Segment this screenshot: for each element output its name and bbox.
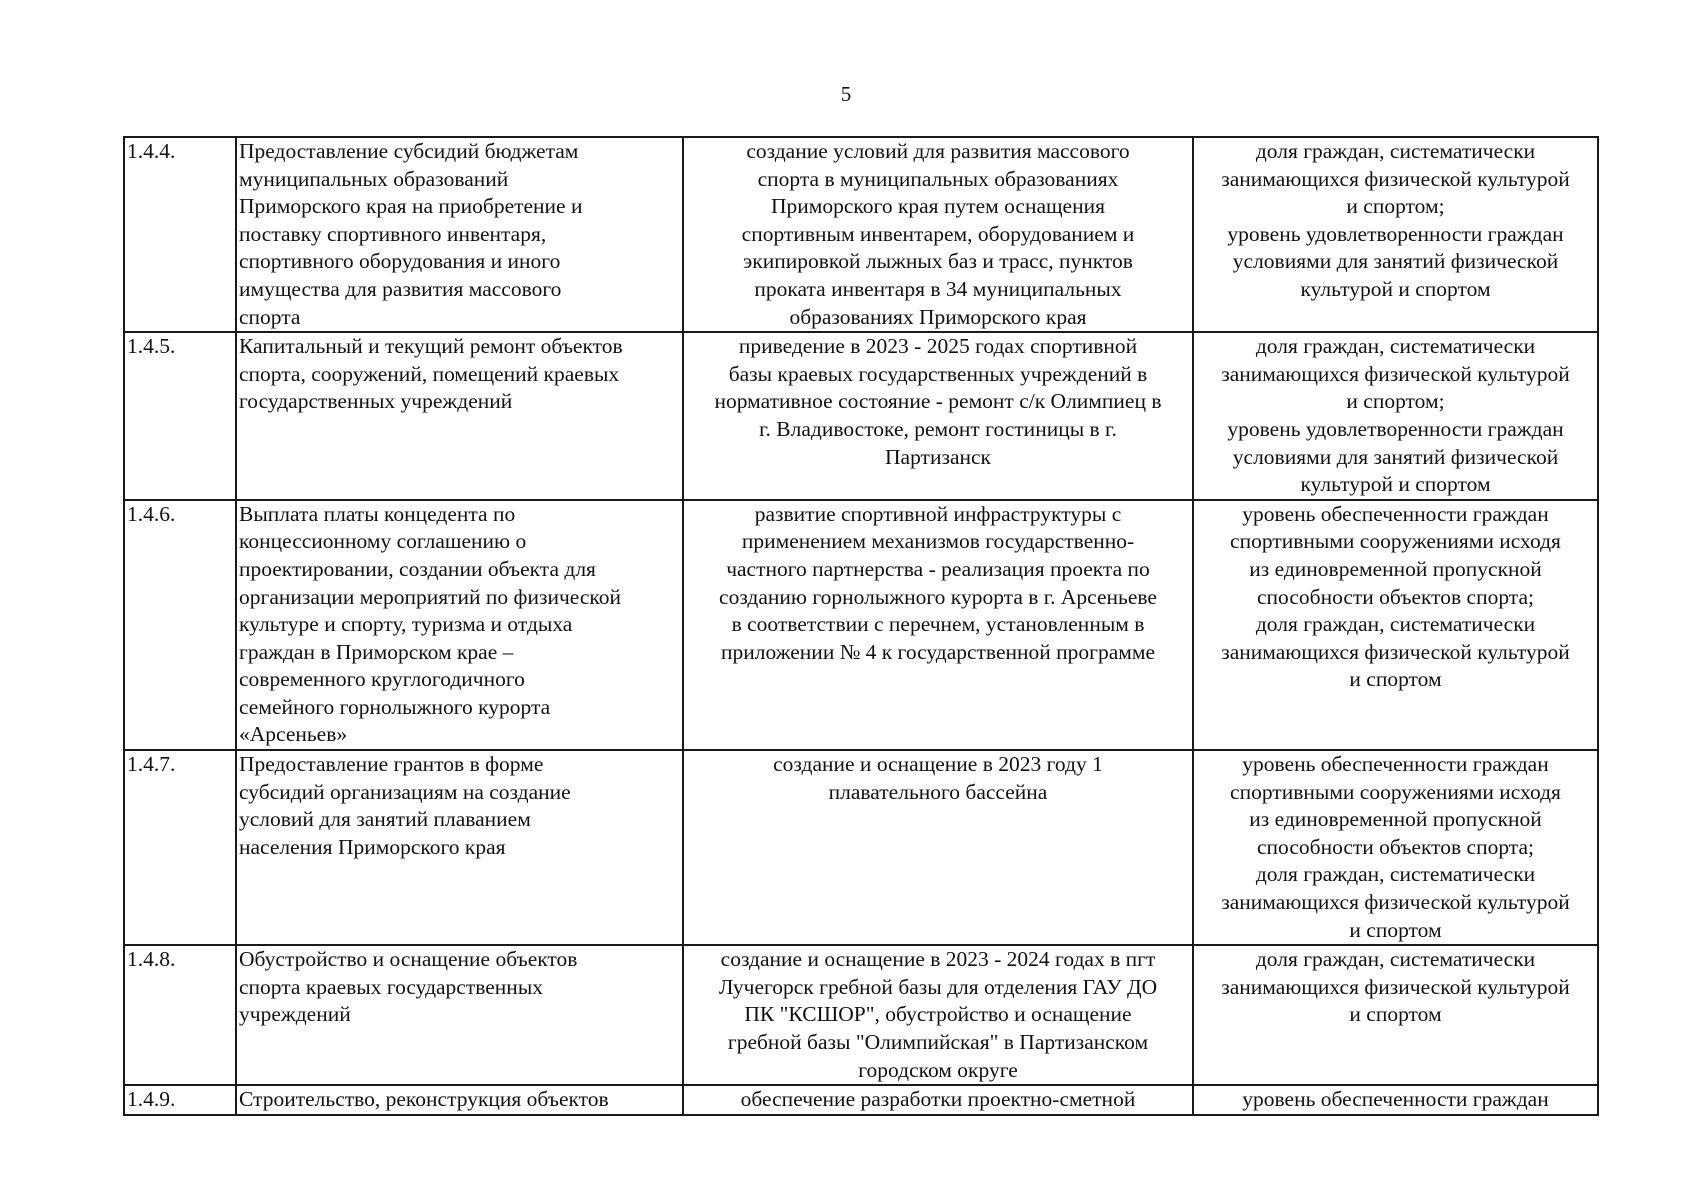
- table-row: [124, 945, 1598, 1085]
- row-number: 1.4.7.: [124, 750, 236, 945]
- expected-result: создание и оснащение в 2023 - 2024 годах в пгт Лучегорск гребной базы для отделения ГАУ ДО ПК "КСШОР", обустройство и оснащение гребной базы "Олимпийская" в Партизанском городском округе: [683, 945, 1193, 1085]
- indicator: уровень обеспеченности граждан спортивными сооружениями исходя из единовременной пропускной способности объектов спорта; доля граждан, систематически занимающихся физической культурой и спортом: [1193, 750, 1598, 945]
- row-number: 1.4.4.: [124, 137, 236, 332]
- table-row: [124, 137, 1598, 332]
- table-row: [124, 332, 1598, 500]
- row-number: 1.4.8.: [124, 945, 236, 1085]
- table-row: [124, 500, 1598, 750]
- indicator: доля граждан, систематически занимающихся физической культурой и спортом; уровень удовлетворенности граждан условиями для занятий физической культурой и спортом: [1193, 137, 1598, 332]
- expected-result: создание условий для развития массового спорта в муниципальных образованиях Приморского края путем оснащения спортивным инвентарем, оборудованием и экипировкой лыжных баз и трасс, пунктов проката инвентаря в 34 муниципальных образованиях Приморского края: [683, 137, 1193, 332]
- indicator: доля граждан, систематически занимающихся физической культурой и спортом; уровень удовлетворенности граждан условиями для занятий физической культурой и спортом: [1193, 332, 1598, 500]
- activity-name: Предоставление субсидий бюджетам муниципальных образований Приморского края на приобретение и поставку спортивного инвентаря, спортивного оборудования и иного имущества для развития массового спорта: [236, 137, 683, 332]
- row-number: 1.4.6.: [124, 500, 236, 750]
- activity-name: Предоставление грантов в форме субсидий организациям на создание условий для занятий плаванием населения Приморского края: [236, 750, 683, 945]
- expected-result: приведение в 2023 - 2025 годах спортивной базы краевых государственных учреждений в нормативное состояние - ремонт с/к Олимпиец в г. Владивостоке, ремонт гостиницы в г. Партизанск: [683, 332, 1193, 500]
- indicator: уровень обеспеченности граждан спортивными сооружениями исходя из единовременной пропускной способности объектов спорта; доля граждан, систематически занимающихся физической культурой и спортом: [1193, 500, 1598, 750]
- expected-result: создание и оснащение в 2023 году 1 плавательного бассейна: [683, 750, 1193, 945]
- indicator: доля граждан, систематически занимающихся физической культурой и спортом: [1193, 945, 1598, 1085]
- expected-result: развитие спортивной инфраструктуры с применением механизмов государственно- частного партнерства - реализация проекта по созданию горнолыжного курорта в г. Арсеньеве в соответствии с перечнем, установленным в приложении № 4 к государственной программе: [683, 500, 1193, 750]
- page-number: 5: [840, 82, 852, 106]
- activity-name: Капитальный и текущий ремонт объектов спорта, сооружений, помещений краевых государственных учреждений: [236, 332, 683, 500]
- row-number: 1.4.9.: [124, 1085, 236, 1115]
- activity-name: Строительство, реконструкция объектов: [236, 1085, 683, 1115]
- activity-name: Обустройство и оснащение объектов спорта краевых государственных учреждений: [236, 945, 683, 1085]
- indicator: уровень обеспеченности граждан: [1193, 1085, 1598, 1115]
- table-row: [124, 750, 1598, 945]
- expected-result: обеспечение разработки проектно-сметной: [683, 1085, 1193, 1115]
- activity-name: Выплата платы концедента по концессионному соглашению о проектировании, создании объекта для организации мероприятий по физической культуре и спорту, туризма и отдыха граждан в Приморском крае – современного круглогодичного семейного горнолыжного курорта «Арсеньев»: [236, 500, 683, 750]
- activities-table: [123, 136, 1599, 1116]
- table-row: [124, 1085, 1598, 1115]
- row-number: 1.4.5.: [124, 332, 236, 500]
